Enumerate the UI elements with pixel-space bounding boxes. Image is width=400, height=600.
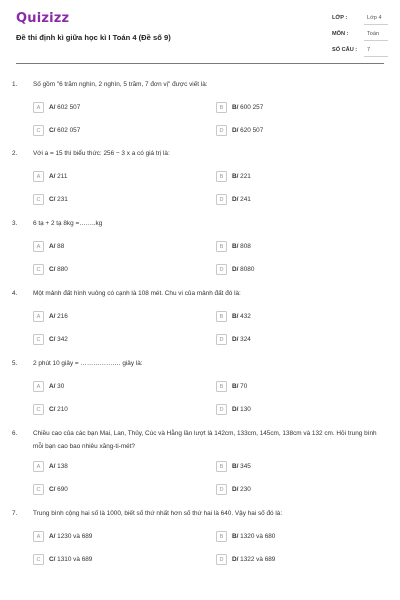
option-value: 221	[238, 173, 251, 180]
question-text: Số gồm "6 trăm nghìn, 2 nghìn, 5 trăm, 7 đơn vị" được viết là:	[33, 81, 208, 88]
option-letter: A/	[49, 313, 56, 320]
option-letter: B/	[232, 243, 239, 250]
option-letter: A/	[49, 243, 56, 250]
option-letter: B/	[232, 313, 239, 320]
option-letter: A/	[49, 533, 56, 540]
option-box: B	[216, 461, 227, 472]
option-box: A	[33, 171, 44, 182]
meta-grade-underline	[364, 24, 388, 25]
option-letter: C/	[49, 266, 56, 273]
option-value: 138	[55, 463, 68, 470]
option-box: D	[216, 264, 227, 275]
option-value: 600 257	[238, 104, 264, 111]
question-4	[0, 290, 400, 362]
option-letter: B/	[232, 173, 239, 180]
option-box: C	[33, 404, 44, 415]
option-value: 241	[238, 196, 251, 203]
option-value: 690	[55, 486, 68, 493]
option-letter: A/	[49, 104, 56, 111]
option-letter: B/	[232, 104, 239, 111]
meta-subject-label: MÔN :	[332, 31, 349, 37]
option-box: A	[33, 381, 44, 392]
question-number: 4.	[12, 290, 18, 297]
option-box: A	[33, 241, 44, 252]
worksheet-title: Đề thi định kì giữa học kì I Toán 4 (Đề số 9)	[16, 33, 171, 42]
option-box: D	[216, 334, 227, 345]
option-letter: D/	[232, 486, 239, 493]
meta-grade	[332, 13, 388, 25]
option-letter: C/	[49, 127, 56, 134]
question-number: 3.	[12, 220, 18, 227]
option-letter: C/	[49, 556, 56, 563]
question-3	[0, 220, 400, 292]
option-value: 231	[55, 196, 68, 203]
option-letter: C/	[49, 406, 56, 413]
question-5	[0, 360, 400, 432]
question-2	[0, 150, 400, 222]
option-letter: C/	[49, 196, 56, 203]
question-number: 5.	[12, 360, 18, 367]
option-value: 342	[55, 336, 68, 343]
option-box: D	[216, 554, 227, 565]
option-box: C	[33, 554, 44, 565]
option-value: 602 507	[55, 104, 81, 111]
option-value: 808	[238, 243, 251, 250]
option-box: B	[216, 531, 227, 542]
question-number: 7.	[12, 510, 18, 517]
option-letter: D/	[232, 556, 239, 563]
option-value: 1310 và 689	[55, 556, 93, 563]
meta-question-count-value: 7	[367, 47, 371, 53]
question-text: Chiều cao của các bạn Mai, Lan, Thủy, Cúc và Hằng lần lượt là 142cm, 133cm, 145cm, 138cm và 132 cm. Hỏi trung bình mỗi bạn cao bao nhiêu xăng-ti-mét?	[33, 430, 377, 450]
option-box: A	[33, 102, 44, 113]
option-letter: D/	[232, 196, 239, 203]
option-letter: D/	[232, 266, 239, 273]
option-box: A	[33, 531, 44, 542]
option-box: C	[33, 334, 44, 345]
meta-subject-value: Toán	[367, 31, 380, 37]
meta-question-count-label: SỐ CÂU :	[332, 47, 358, 53]
option-letter: D/	[232, 127, 239, 134]
option-value: 216	[55, 313, 68, 320]
worksheet-header	[0, 0, 400, 60]
option-box: B	[216, 102, 227, 113]
option-value: 88	[55, 243, 65, 250]
option-letter: A/	[49, 383, 56, 390]
option-value: 880	[55, 266, 68, 273]
option-letter: B/	[232, 463, 239, 470]
option-value: 1322 và 689	[238, 556, 276, 563]
option-value: 345	[238, 463, 251, 470]
question-number: 1.	[12, 81, 18, 88]
question-number: 6.	[12, 430, 18, 437]
option-letter: C/	[49, 336, 56, 343]
option-box: A	[33, 311, 44, 322]
option-letter: A/	[49, 463, 56, 470]
option-box: B	[216, 171, 227, 182]
question-text: Một mảnh đất hình vuông có cạnh là 108 mét. Chu vi của mảnh đất đó là:	[33, 290, 241, 297]
option-box: C	[33, 125, 44, 136]
option-value: 1320 và 680	[238, 533, 276, 540]
option-box: C	[33, 264, 44, 275]
option-value: 30	[55, 383, 65, 390]
option-box: B	[216, 311, 227, 322]
quizizz-logo: Quizizz	[16, 11, 70, 26]
option-letter: C/	[49, 486, 56, 493]
option-box: A	[33, 461, 44, 472]
option-box: D	[216, 125, 227, 136]
option-value: 432	[238, 313, 251, 320]
question-1	[0, 81, 400, 153]
option-value: 210	[55, 406, 68, 413]
meta-question-count	[332, 45, 388, 57]
option-value: 602 057	[55, 127, 81, 134]
option-letter: A/	[49, 173, 56, 180]
option-box: C	[33, 194, 44, 205]
meta-question-count-underline	[364, 56, 388, 57]
header-divider	[16, 63, 384, 64]
question-text: Với a = 15 thì biểu thức: 256 − 3 x a có giá trị là:	[33, 150, 170, 157]
option-value: 230	[238, 486, 251, 493]
option-value: 8080	[238, 266, 255, 273]
option-box: D	[216, 194, 227, 205]
option-value: 324	[238, 336, 251, 343]
question-text: 6 tạ + 2 tạ 8kg =……..kg	[33, 220, 103, 227]
option-letter: B/	[232, 533, 239, 540]
option-value: 1230 và 689	[55, 533, 93, 540]
meta-grade-value: Lớp 4	[367, 15, 382, 21]
question-7	[0, 510, 400, 582]
option-box: D	[216, 404, 227, 415]
question-6	[0, 430, 400, 510]
meta-subject-underline	[364, 40, 388, 41]
option-letter: D/	[232, 336, 239, 343]
option-value: 211	[55, 173, 68, 180]
question-number: 2.	[12, 150, 18, 157]
option-value: 70	[238, 383, 248, 390]
meta-grade-label: LỚP :	[332, 15, 348, 21]
option-box: C	[33, 484, 44, 495]
meta-subject	[332, 29, 388, 41]
option-letter: B/	[232, 383, 239, 390]
option-box: B	[216, 381, 227, 392]
option-box: B	[216, 241, 227, 252]
option-value: 130	[238, 406, 251, 413]
option-letter: D/	[232, 406, 239, 413]
question-text: Trung bình cộng hai số là 1000, biết số thứ nhất hơn số thứ hai là 640. Vậy hai số đó là:	[33, 510, 283, 517]
option-value: 620 507	[238, 127, 264, 134]
option-box: D	[216, 484, 227, 495]
question-text: 2 phút 10 giây = ………………. giây là:	[33, 360, 143, 367]
